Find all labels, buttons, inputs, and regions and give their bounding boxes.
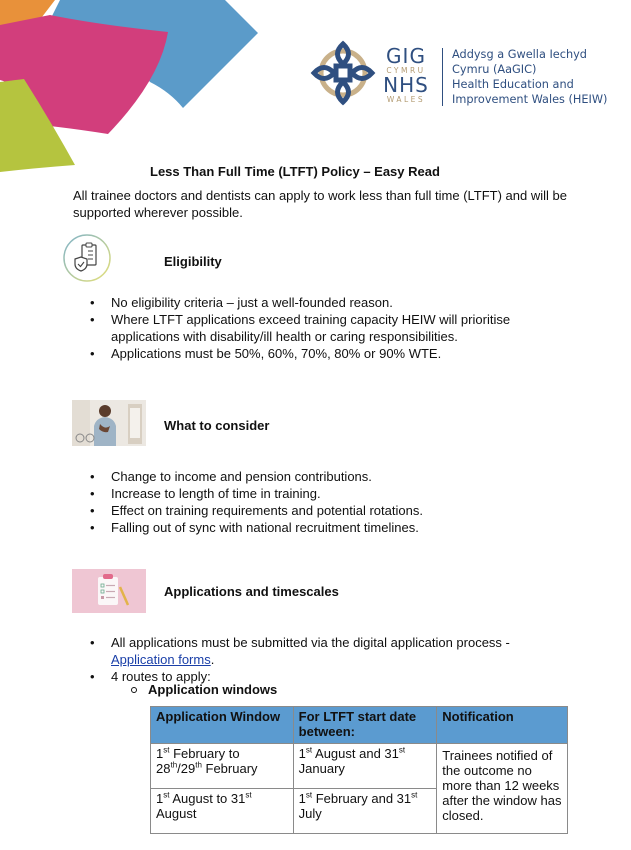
logo-organisation-name <box>452 47 607 107</box>
logo-gig: GIG <box>386 44 426 68</box>
nhs-wales-heiw-logo <box>310 40 608 120</box>
celtic-knot-icon <box>310 40 376 106</box>
cell-text: 1 <box>156 746 164 761</box>
cell-text: August and 31 <box>312 746 399 761</box>
corner-decoration <box>0 0 270 180</box>
logo-divider <box>442 48 443 106</box>
list-item: • No eligibility criteria – just a well-founded reason. <box>88 294 548 311</box>
cell-sup: st <box>305 790 313 800</box>
list-item: • Increase to length of time in training. <box>88 485 528 502</box>
list-item: • Where LTFT applications exceed training capacity HEIW will prioritise applications with disability/ill health or caring responsibilities. <box>88 311 548 345</box>
document-title: Less Than Full Time (LTFT) Policy – Easy Read <box>150 164 440 179</box>
cell-sup: th <box>195 760 202 770</box>
thinking-person-photo <box>72 400 146 446</box>
table-row <box>151 744 568 789</box>
column-header: For LTFT start date between: <box>293 707 437 744</box>
hollow-bullet-icon <box>131 687 137 693</box>
cell-text: /29 <box>177 761 196 776</box>
logo-wales: WALES <box>386 95 426 104</box>
cell-text: February <box>201 761 258 776</box>
eligibility-list <box>88 294 548 362</box>
table-cell-start <box>293 789 437 834</box>
cell-sup: th <box>170 760 178 770</box>
list-item: • Effect on training requirements and potential rotations. <box>88 502 528 519</box>
cell-text: July <box>298 806 322 821</box>
applications-list <box>88 634 548 685</box>
cell-sup: st <box>305 745 313 755</box>
cell-sup: st <box>411 790 418 800</box>
cell-text: February to <box>169 746 240 761</box>
cell-text: 1 <box>298 746 306 761</box>
cell-sup: st <box>163 790 170 800</box>
logo-line: Improvement Wales (HEIW) <box>452 93 608 106</box>
cell-text: 1 <box>298 791 306 806</box>
logo-nhs: NHS <box>383 73 429 97</box>
logo-line: Cymru (AaGIC) <box>452 63 537 76</box>
list-item-suffix: . <box>210 652 215 667</box>
list-item <box>88 634 548 668</box>
application-windows-table <box>150 706 568 834</box>
logo-line: Health Education and <box>452 78 574 91</box>
section-heading-applications: Applications and timescales <box>164 584 339 599</box>
cell-text: February and 31 <box>312 791 412 806</box>
logo-cymru: CYMRU <box>386 66 426 75</box>
clipboard-shield-icon <box>62 233 112 283</box>
table-cell-window <box>151 744 294 789</box>
table-cell-notification: Trainees notified of the outcome no more than 12 weeks after the window has closed. <box>437 744 568 834</box>
column-header: Application Window <box>151 707 294 744</box>
list-item: • Applications must be 50%, 60%, 70%, 80% or 90% WTE. <box>88 345 548 362</box>
cell-sup: st <box>163 745 170 755</box>
intro-paragraph: All trainee doctors and dentists can apply to work less than full time (LTFT) and will be supported wherever possible. <box>73 188 567 220</box>
cell-text: January <box>298 761 345 776</box>
column-header: Notification <box>437 707 568 744</box>
table-header-row <box>151 707 568 744</box>
table-cell-window <box>151 789 294 834</box>
considerations-list <box>88 468 528 536</box>
checklist-clipboard-photo <box>72 569 146 613</box>
section-heading-what-to-consider: What to consider <box>164 418 270 433</box>
sub-list-item-label: Application windows <box>148 682 278 697</box>
logo-line: Addysg a Gwella Iechyd <box>452 48 587 61</box>
cell-text: August <box>156 806 197 821</box>
list-item-text: All applications must be submitted via the digital application process - <box>111 635 510 650</box>
cell-sup: st <box>245 790 252 800</box>
section-heading-eligibility: Eligibility <box>164 254 222 269</box>
list-item: • 4 routes to apply: <box>88 668 548 685</box>
list-item: • Change to income and pension contributions. <box>88 468 528 485</box>
list-item: • Falling out of sync with national recruitment timelines. <box>88 519 528 536</box>
application-forms-link[interactable]: Application forms <box>111 652 211 667</box>
cell-text: August to 31 <box>169 791 246 806</box>
cell-sup: st <box>398 745 406 755</box>
gig-nhs-wordmark <box>380 46 432 104</box>
sub-list-item-application-windows <box>131 682 277 697</box>
cell-text: 1 <box>156 791 164 806</box>
cell-text: 28 <box>156 761 171 776</box>
table-cell-start <box>293 744 437 789</box>
